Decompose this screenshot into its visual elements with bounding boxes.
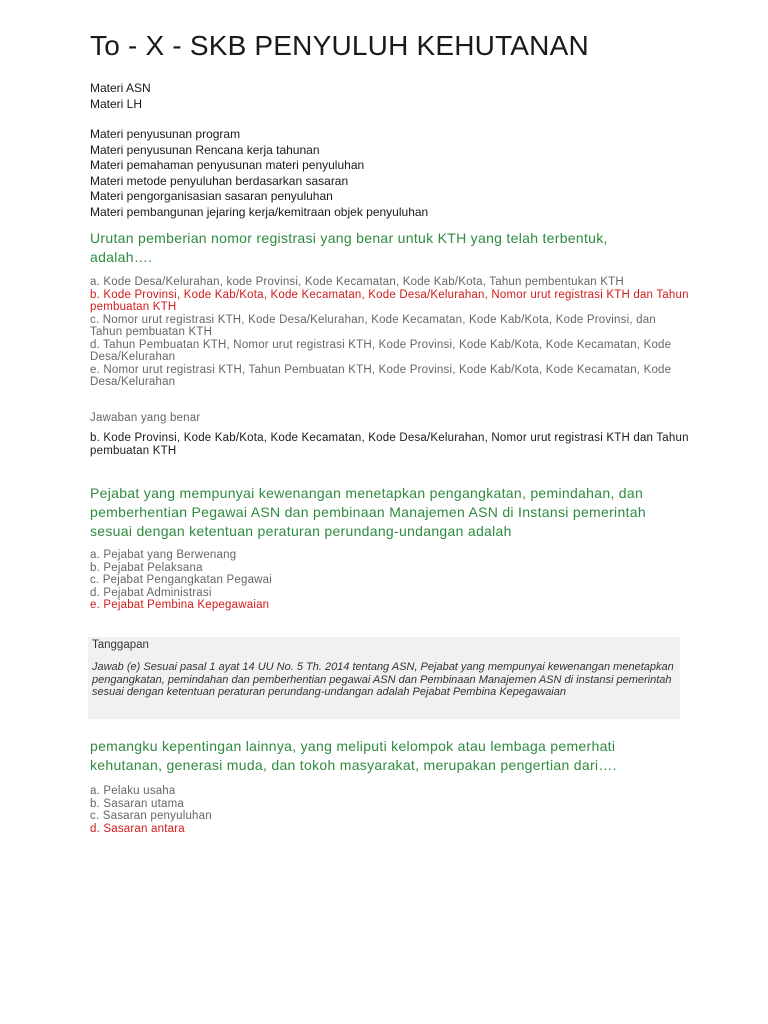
option-a: a. Pelaku usaha <box>90 785 176 797</box>
option-c: c. Pejabat Pengangkatan Pegawai <box>90 574 273 586</box>
question-text: Pejabat yang mempunyai kewenangan menetapkan pengangkatan, pemindahan, dan pemberhentian Pegawai ASN dan pembinaan Manajemen ASN di Instansi pemerintah sesuai dengan ketentuan peraturan perundang-undangan adalah <box>90 485 646 539</box>
materi-top-list <box>90 81 690 112</box>
materi-item: Materi penyusunan program <box>90 127 241 141</box>
materi-list <box>90 127 690 221</box>
option-c: c. Nomor urut registrasi KTH, Kode Desa/Kelurahan, Kode Kecamatan, Kode Kab/Kota, Kode Provinsi, dan Tahun pembuatan KTH <box>90 313 656 338</box>
question-3-options <box>90 785 690 835</box>
option-a: a. Kode Desa/Kelurahan, kode Provinsi, Kode Kecamatan, Kode Kab/Kota, Tahun pembentukan KTH <box>90 276 624 288</box>
option-e-correct: e. Pejabat Pembina Kepegawaian <box>90 599 270 611</box>
materi-item: Materi metode penyuluhan berdasarkan sasaran <box>90 173 349 188</box>
answer-label-text: Jawaban yang benar <box>90 412 201 424</box>
answer-block <box>90 432 690 457</box>
option-d: d. Tahun Pembuatan KTH, Nomor urut registrasi KTH, Kode Provinsi, Kode Kab/Kota, Kode Kecamatan, Kode Desa/Kelurahan <box>90 338 672 363</box>
answer-label <box>90 412 690 424</box>
materi-item: Materi ASN <box>90 81 151 95</box>
response-note <box>88 637 680 719</box>
note-title: Tanggapan <box>92 639 149 651</box>
question-2 <box>90 484 690 541</box>
question-2-options <box>90 549 690 612</box>
option-b: b. Pejabat Pelaksana <box>90 561 203 574</box>
option-b: b. Sasaran utama <box>90 797 184 810</box>
option-b-correct: b. Kode Provinsi, Kode Kab/Kota, Kode Kecamatan, Kode Desa/Kelurahan, Nomor urut registrasi KTH dan Tahun pembuatan KTH <box>90 288 689 313</box>
materi-item: Materi pembangunan jejaring kerja/kemitraan objek penyuluhan <box>90 204 429 219</box>
materi-item: Materi pengorganisasian sasaran penyuluhan <box>90 189 333 204</box>
option-e: e. Nomor urut registrasi KTH, Tahun Pembuatan KTH, Kode Provinsi, Kode Kab/Kota, Kode Kecamatan, Kode Desa/Kelurahan <box>90 363 672 388</box>
materi-item: Materi pemahaman penyusunan materi penyuluhan <box>90 158 365 173</box>
note-text: Jawab (e) Sesuai pasal 1 ayat 14 UU No. 5 Th. 2014 tentang ASN, Pejabat yang mempunyai kewenangan menetapkan pengangkatan, pemindahan dan pemberhentian pegawai ASN dan Pembinaan Manajemen ASN di instansi pemerintah sesuai dengan ketentuan peraturan perundang-undangan adalah Pejabat Pembina Kepegawaian <box>92 661 674 698</box>
option-c: c. Sasaran penyuluhan <box>90 810 212 822</box>
page-title: To - X - SKB PENYULUH KEHUTANAN <box>90 30 589 61</box>
question-text: pemangku kepentingan lainnya, yang meliputi kelompok atau lembaga pemerhati kehutanan, generasi muda, dan tokoh masyarakat, merupakan pengertian dari…. <box>90 738 617 773</box>
option-a: a. Pejabat yang Berwenang <box>90 549 237 561</box>
question-text: Urutan pemberian nomor registrasi yang benar untuk KTH yang telah terbentuk, adalah…. <box>90 230 608 265</box>
option-d-correct: d. Sasaran antara <box>90 822 185 835</box>
question-1 <box>90 229 650 267</box>
question-1-options <box>90 276 690 389</box>
materi-item: Materi LH <box>90 96 143 111</box>
question-3 <box>90 737 660 775</box>
option-d: d. Pejabat Administrasi <box>90 586 212 599</box>
answer-text: b. Kode Provinsi, Kode Kab/Kota, Kode Kecamatan, Kode Desa/Kelurahan, Nomor urut registrasi KTH dan Tahun pembuatan KTH <box>90 432 689 457</box>
materi-item: Materi penyusunan Rencana kerja tahunan <box>90 142 320 157</box>
